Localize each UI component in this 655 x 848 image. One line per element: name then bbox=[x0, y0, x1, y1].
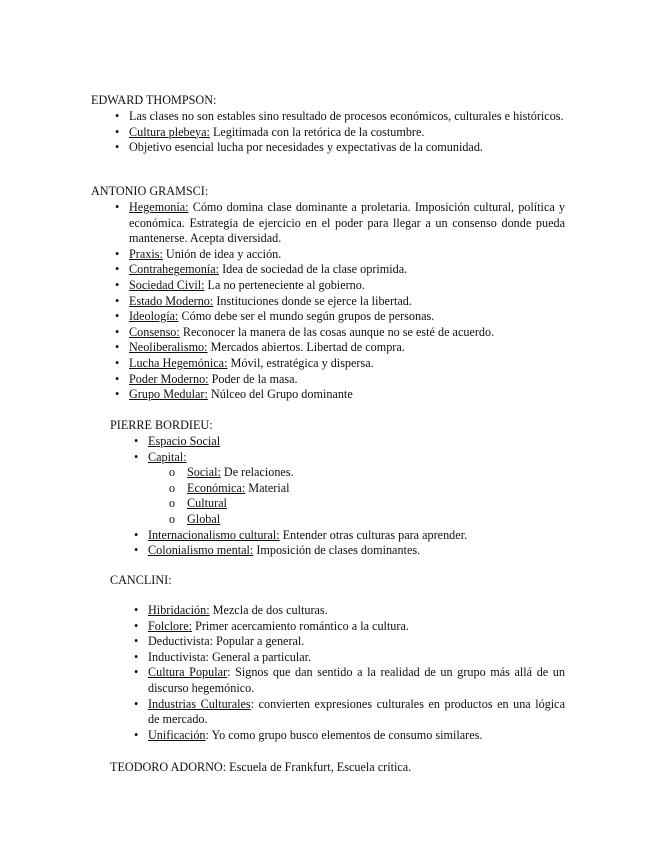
bullet-icon: • bbox=[115, 371, 120, 386]
bullet-icon: • bbox=[115, 293, 120, 308]
list-item bbox=[115, 309, 565, 325]
item-text: Legitimada con la retórica de la costumbre. bbox=[209, 124, 425, 139]
item-term: Capital: bbox=[148, 449, 187, 464]
item-term: Consenso: bbox=[129, 324, 180, 339]
item-term: Folclore: bbox=[148, 618, 193, 633]
canclini-heading: CANCLINI: bbox=[110, 573, 172, 587]
item-text: Deductivista: Popular a general. bbox=[148, 634, 305, 649]
item-term: Contrahegemonía: bbox=[129, 262, 220, 277]
item-term: Ideología: bbox=[129, 309, 179, 324]
bullet-icon: • bbox=[115, 309, 120, 324]
item-term: Global bbox=[187, 511, 221, 526]
sub-list-item bbox=[169, 465, 607, 481]
item-term: Cultura Popular bbox=[148, 665, 228, 680]
bordieu-heading: PIERRE BORDIEU: bbox=[110, 418, 213, 432]
circle-bullet-icon: o bbox=[169, 480, 176, 495]
item-text: Imposición de clases dominantes. bbox=[253, 543, 421, 558]
list-item bbox=[115, 246, 565, 263]
gramsci-list bbox=[115, 200, 565, 403]
list-item bbox=[115, 387, 565, 403]
circle-bullet-icon: o bbox=[169, 465, 176, 480]
list-item bbox=[115, 371, 565, 388]
item-term: Grupo Medular: bbox=[129, 387, 208, 402]
item-text: Material bbox=[245, 480, 290, 495]
bullet-icon: • bbox=[115, 340, 120, 355]
item-text: Primer acercamiento romántico a la cultura. bbox=[192, 618, 409, 633]
list-item bbox=[115, 124, 565, 141]
list-item bbox=[134, 665, 565, 696]
item-text: Inductivista: General a particular. bbox=[148, 649, 312, 664]
item-term: Hegemonía: bbox=[129, 200, 189, 214]
list-item bbox=[115, 340, 565, 356]
circle-bullet-icon: o bbox=[169, 511, 176, 526]
item-text: Cómo debe ser el mundo según grupos de personas. bbox=[178, 309, 435, 324]
bullet-icon: • bbox=[134, 727, 139, 742]
item-term: Internacionalismo cultural: bbox=[148, 527, 280, 542]
sub-list-item bbox=[169, 496, 607, 512]
bullet-icon: • bbox=[115, 262, 120, 277]
bullet-icon: • bbox=[134, 603, 139, 617]
bullet-icon: • bbox=[134, 434, 139, 448]
bullet-icon: • bbox=[134, 696, 139, 711]
list-item bbox=[115, 200, 565, 247]
bullet-icon: • bbox=[134, 618, 139, 633]
item-term: Económica: bbox=[187, 480, 246, 495]
circle-bullet-icon: o bbox=[169, 496, 176, 511]
thompson-heading: EDWARD THOMPSON: bbox=[91, 93, 217, 107]
item-text: Núlceo del Grupo dominante bbox=[207, 387, 353, 402]
item-text: : Yo como grupo busco elementos de consumo similares. bbox=[205, 727, 483, 742]
item-term: Cultural bbox=[187, 496, 227, 511]
capital-sublist bbox=[169, 465, 607, 527]
list-item bbox=[115, 140, 565, 156]
item-text: Idea de sociedad de la clase oprimida. bbox=[219, 262, 408, 277]
list-item bbox=[134, 603, 565, 619]
list-item bbox=[134, 434, 568, 450]
bullet-icon: • bbox=[134, 665, 139, 680]
list-item bbox=[134, 449, 568, 528]
bullet-icon: • bbox=[115, 355, 120, 370]
bullet-icon: • bbox=[115, 200, 120, 214]
bullet-icon: • bbox=[134, 649, 139, 664]
item-text: Unión de idea y acción. bbox=[162, 246, 282, 261]
bullet-icon: • bbox=[115, 277, 120, 292]
item-text: De relaciones. bbox=[220, 465, 294, 480]
item-term: Praxis: bbox=[129, 246, 163, 261]
item-term: Poder Moderno: bbox=[129, 371, 209, 386]
item-text: Cómo domina clase dominante a proletaria. Imposición cultural, política y económica. Estrategia de ejercicio en el poder para llegar a un consenso donde pueda mantenerse. Acepta diversidad. bbox=[129, 200, 565, 246]
item-text: Reconocer la manera de las cosas aunque no se esté de acuerdo. bbox=[179, 324, 495, 339]
list-item bbox=[115, 109, 565, 125]
item-text: Mezcla de dos culturas. bbox=[209, 603, 328, 617]
item-term: Colonialismo mental: bbox=[148, 543, 254, 558]
thompson-list bbox=[115, 109, 565, 156]
sub-list-item bbox=[169, 511, 607, 528]
bullet-icon: • bbox=[134, 634, 139, 649]
list-item bbox=[134, 543, 568, 559]
item-term: Cultura plebeya: bbox=[129, 124, 210, 139]
item-text: Objetivo esencial lucha por necesidades y expectativas de la comunidad. bbox=[129, 140, 483, 155]
list-item bbox=[134, 527, 568, 544]
bullet-icon: • bbox=[115, 246, 120, 261]
list-item bbox=[115, 324, 565, 341]
list-item bbox=[134, 727, 565, 744]
bullet-icon: • bbox=[134, 527, 139, 542]
list-item bbox=[134, 634, 565, 650]
item-term: Estado Moderno: bbox=[129, 293, 214, 308]
item-term: Lucha Hegemónica: bbox=[129, 355, 228, 370]
list-item bbox=[134, 618, 565, 635]
item-term: Industrias Culturales bbox=[148, 696, 251, 711]
adorno-heading: TEODORO ADORNO: Escuela de Frankfurt, Escuela crítica. bbox=[110, 760, 412, 774]
item-text: Instituciones donde se ejerce la libertad. bbox=[213, 293, 412, 308]
list-item bbox=[115, 293, 565, 310]
item-text: Poder de la masa. bbox=[208, 371, 298, 386]
list-item bbox=[134, 649, 565, 666]
canclini-list bbox=[134, 603, 565, 743]
list-item bbox=[134, 696, 565, 728]
item-text: La no perteneciente al gobierno. bbox=[204, 277, 365, 292]
list-item bbox=[115, 355, 565, 372]
item-text: Las clases no son estables sino resultado de procesos económicos, culturales e históricos. bbox=[129, 109, 564, 123]
item-term: Unificación bbox=[148, 727, 206, 742]
list-item bbox=[115, 262, 565, 278]
item-term: Sociedad Civil: bbox=[129, 277, 205, 292]
item-term: Social: bbox=[187, 465, 221, 480]
bullet-icon: • bbox=[115, 124, 120, 139]
item-text: Móvil, estratégica y dispersa. bbox=[227, 355, 374, 370]
item-text: Mercados abiertos. Libertad de compra. bbox=[207, 340, 405, 355]
sub-list-item bbox=[169, 480, 607, 497]
item-text: : Signos que dan sentido a la realidad de un grupo más allá de un discurso hegemónico. bbox=[148, 665, 565, 695]
list-item bbox=[115, 277, 565, 294]
bullet-icon: • bbox=[134, 543, 139, 558]
bullet-icon: • bbox=[115, 387, 120, 402]
gramsci-heading: ANTONIO GRAMSCI: bbox=[91, 184, 209, 198]
item-text: Entender otras culturas para aprender. bbox=[279, 527, 468, 542]
bordieu-list bbox=[134, 434, 568, 559]
item-term: Neoliberalismo: bbox=[129, 340, 208, 355]
item-term: Espacio Social bbox=[148, 434, 221, 448]
item-term: Hibridación: bbox=[148, 603, 210, 617]
bullet-icon: • bbox=[115, 140, 120, 155]
bullet-icon: • bbox=[134, 449, 139, 464]
bullet-icon: • bbox=[115, 324, 120, 339]
item-text: : convierten expresiones culturales en productos en una lógica de mercado. bbox=[148, 696, 565, 727]
bullet-icon: • bbox=[115, 109, 120, 123]
